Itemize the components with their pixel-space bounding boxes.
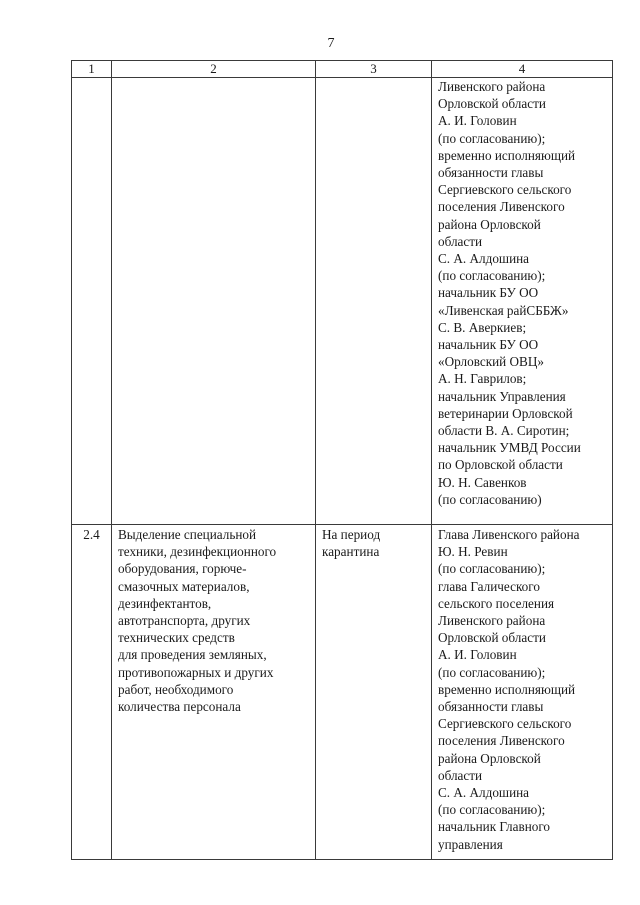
table-row: [72, 78, 613, 525]
responsible-cell: Ливенского района Орловской области А. И. Головин (по согласованию); временно исполняющий обязанности главы Сергиевского сельского поселения Ливенского района Орловской области С. А. Алдошина (по согласованию); начальник БУ ОО «Ливенская райСББЖ» С. В. Аверкиев; начальник БУ ОО «Орловский ОВЦ» А. Н. Гаврилов; начальник Управления ветеринарии Орловской области В. А. Сиротин; начальник УМВД России по Орловской области Ю. Н. Савенков (по согласованию): [432, 78, 613, 525]
column-header-3: 3: [316, 61, 432, 78]
column-header-1: 1: [72, 61, 112, 78]
row-number-cell: 2.4: [72, 525, 112, 860]
table-header-row: [72, 61, 613, 78]
measure-cell: Выделение специальной техники, дезинфекционного оборудования, горюче- смазочных материалов, дезинфектантов, автотранспорта, других технических средств для проведения земляных, противопожарных и других работ, необходимого количества персонала: [112, 525, 316, 860]
responsible-cell: Глава Ливенского района Ю. Н. Ревин (по согласованию); глава Галического сельского поселения Ливенского района Орловской области А. И. Головин (по согласованию); временно исполняющий обязанности главы Сергиевского сельского поселения Ливенского района Орловской области С. А. Алдошина (по согласованию); начальник Главного управления: [432, 525, 613, 860]
term-cell: [316, 78, 432, 525]
row-number-cell: [72, 78, 112, 525]
column-header-4: 4: [432, 61, 613, 78]
page-number: 7: [327, 36, 335, 51]
table-row: [72, 525, 613, 860]
measures-table: [71, 60, 613, 860]
measure-cell: [112, 78, 316, 525]
term-cell: На период карантина: [316, 525, 432, 860]
column-header-2: 2: [112, 61, 316, 78]
